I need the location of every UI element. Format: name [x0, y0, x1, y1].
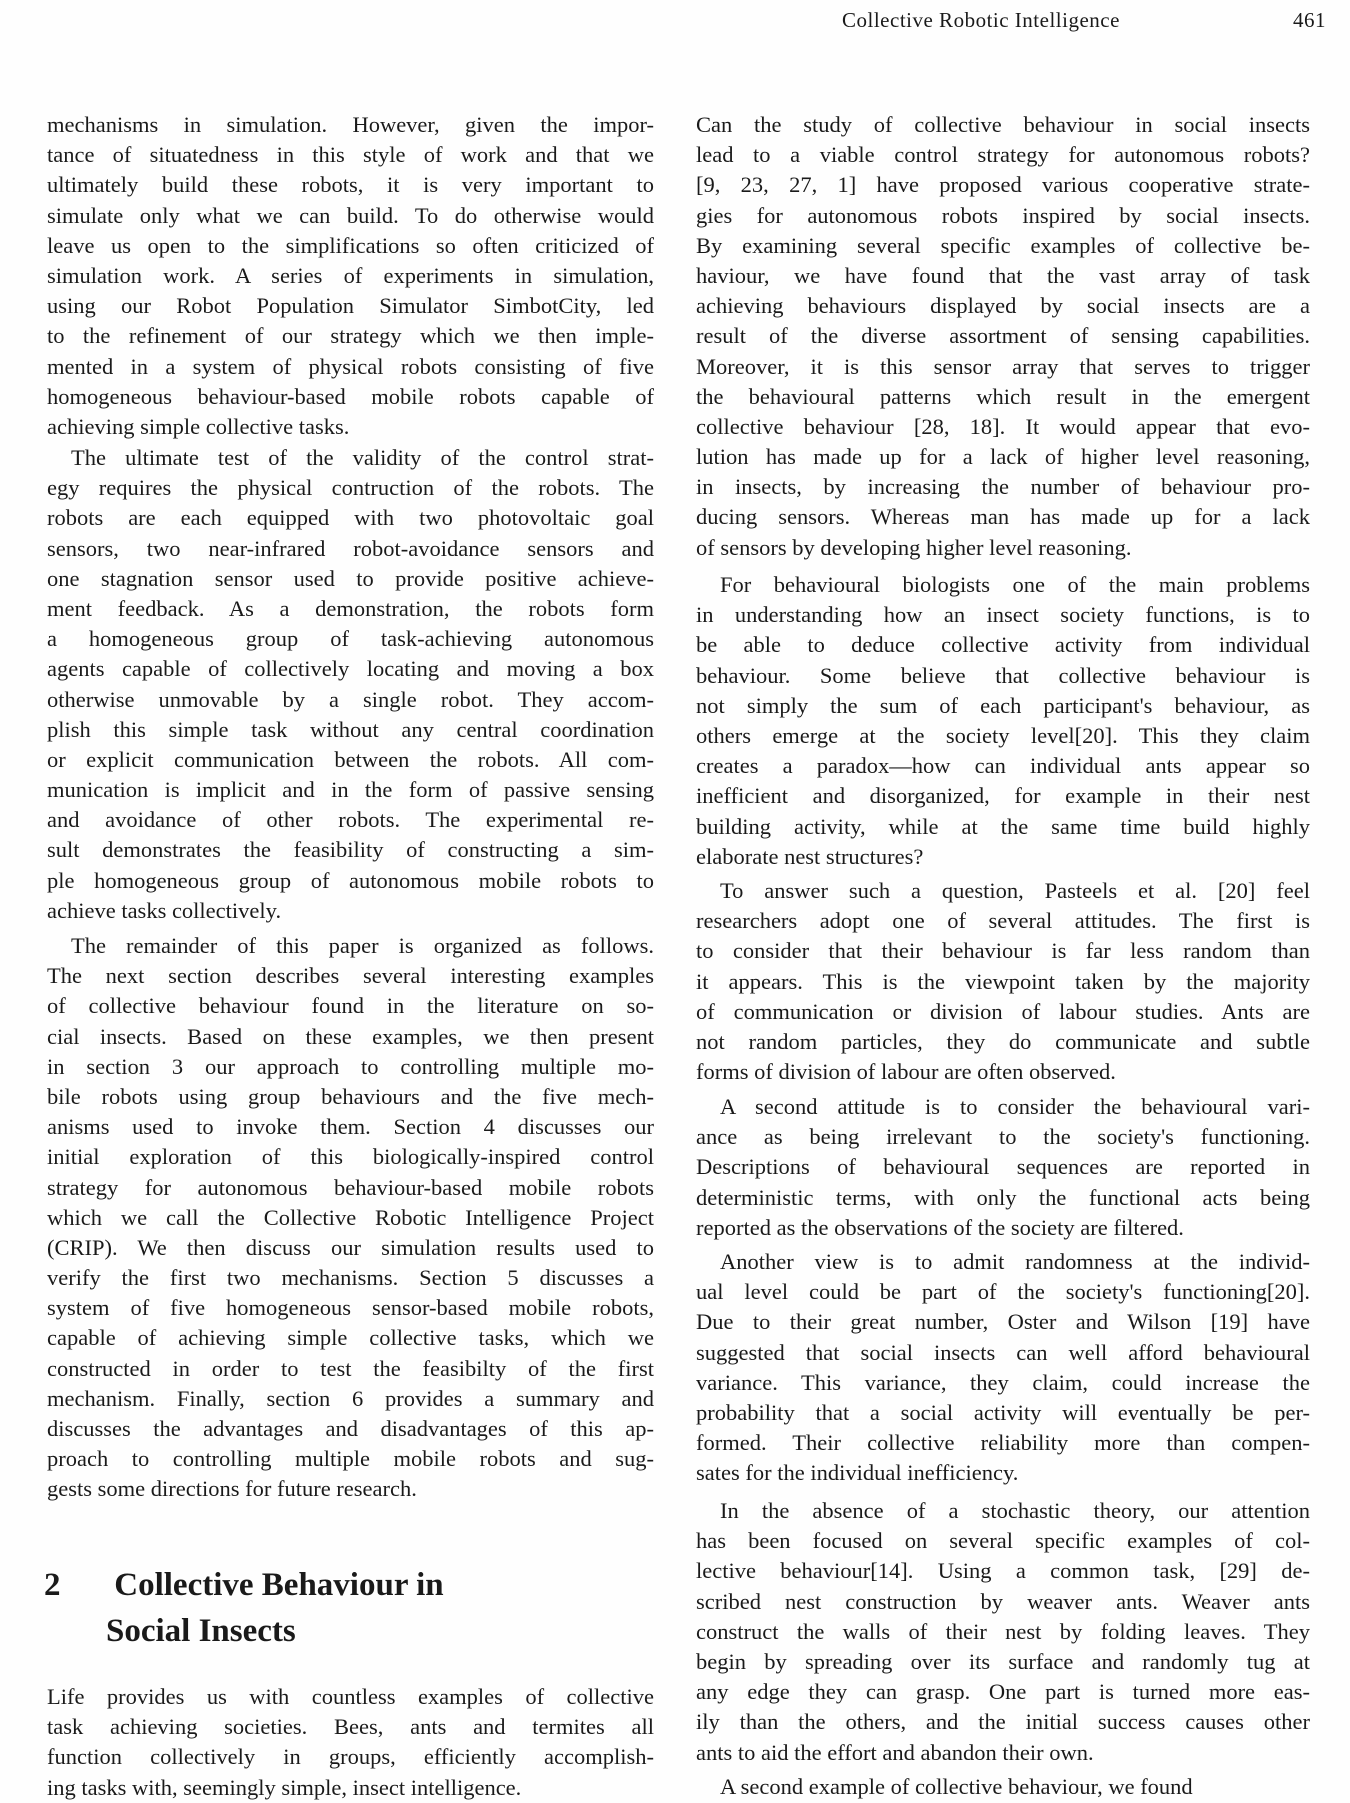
- right-paragraph-6: [696, 1496, 1310, 1768]
- text-line: any edge they can grasp. One part is turned more eas-: [696, 1679, 1310, 1705]
- text-line: leave us open to the simplifications so often criticized of: [47, 232, 654, 258]
- text-line: ing tasks with, seemingly simple, insect intelligence.: [47, 1774, 522, 1800]
- text-line: to the refinement of our strategy which we then imple-: [47, 323, 654, 349]
- section-number: 2: [44, 1567, 61, 1603]
- text-line: function collectively in groups, efficiently accomplish-: [47, 1744, 654, 1770]
- text-line: anisms used to invoke them. Section 4 discusses our: [47, 1114, 654, 1140]
- text-line: strategy for autonomous behaviour-based mobile robots: [47, 1174, 654, 1200]
- text-line: (CRIP). We then discuss our simulation results used to: [47, 1234, 654, 1260]
- text-line: egy requires the physical contruction of the robots. The: [47, 475, 654, 501]
- text-line: simulate only what we can build. To do otherwise would: [47, 202, 654, 228]
- left-paragraph-3: [47, 931, 654, 1505]
- text-line: forms of division of labour are often observed.: [696, 1059, 1116, 1085]
- text-line: The next section describes several interesting examples: [47, 963, 654, 989]
- text-line: others emerge at the society level[20]. This they claim: [696, 722, 1310, 748]
- text-line: proach to controlling multiple mobile robots and sug-: [47, 1446, 654, 1472]
- text-line: Due to their great number, Oster and Wilson [19] have: [696, 1309, 1310, 1335]
- section-heading-word: Collective: [114, 1567, 254, 1603]
- left-paragraph-2: [47, 443, 654, 926]
- right-paragraph-7: [696, 1772, 1310, 1802]
- text-line: verify the first two mechanisms. Section 5 discusses a: [47, 1265, 654, 1291]
- text-line: mechanism. Finally, section 6 provides a summary and: [47, 1385, 654, 1411]
- text-line: in insects, by increasing the number of behaviour pro-: [696, 474, 1310, 500]
- text-line: The remainder of this paper is organized as follows.: [71, 933, 654, 958]
- section-heading: [44, 1562, 654, 1654]
- text-line: begin by spreading over its surface and randomly tug at: [696, 1648, 1310, 1674]
- text-line: the behavioural patterns which result in the emergent: [696, 383, 1310, 409]
- running-header-title: Collective Robotic Intelligence: [842, 8, 1120, 32]
- text-line: capable of achieving simple collective tasks, which we: [47, 1325, 654, 1351]
- text-line: system of five homogeneous sensor-based mobile robots,: [47, 1295, 654, 1321]
- text-line: discusses the advantages and disadvantages of this ap-: [47, 1416, 654, 1441]
- text-line: be able to deduce collective activity from individual: [696, 632, 1310, 658]
- text-line: building activity, while at the same time build highly: [696, 813, 1310, 839]
- text-line: agents capable of collectively locating and moving a box: [47, 656, 654, 682]
- text-line: ily than the others, and the initial success causes other: [696, 1709, 1310, 1735]
- text-line: gies for autonomous robots inspired by social insects.: [696, 202, 1310, 228]
- text-line: in section 3 our approach to controlling multiple mo-: [47, 1053, 654, 1079]
- text-line: variance. This variance, they claim, could increase the: [696, 1369, 1310, 1395]
- text-line: mented in a system of physical robots consisting of five: [47, 353, 654, 379]
- text-line: In the absence of a stochastic theory, our attention: [720, 1498, 1310, 1523]
- text-line: inefficient and disorganized, for example in their nest: [696, 783, 1310, 809]
- text-line: behaviour. Some believe that collective behaviour is: [696, 662, 1310, 688]
- text-line: By examining several specific examples of collective be-: [696, 232, 1310, 258]
- text-line: has been focused on several specific examples of col-: [696, 1528, 1310, 1554]
- text-line: deterministic terms, with only the functional acts being: [696, 1184, 1310, 1210]
- text-line: initial exploration of this biologically-inspired control: [47, 1144, 654, 1170]
- text-line: or explicit communication between the robots. All com-: [47, 746, 654, 772]
- text-line: ple homogeneous group of autonomous mobile robots to: [47, 867, 654, 893]
- text-line: lution has made up for a lack of higher level reasoning,: [696, 444, 1310, 470]
- text-line: achieving simple collective tasks.: [47, 413, 350, 439]
- text-line: suggested that social insects can well afford behavioural: [696, 1339, 1310, 1365]
- left-paragraph-1: [47, 110, 654, 442]
- text-line: [9, 23, 27, 1] have proposed various cooperative strate-: [696, 172, 1310, 198]
- text-line: otherwise unmovable by a single robot. They accom-: [47, 686, 654, 712]
- text-line: plish this simple task without any central coordination: [47, 716, 654, 742]
- text-line: sult demonstrates the feasibility of constructing a sim-: [47, 837, 654, 863]
- text-line: researchers adopt one of several attitudes. The first is: [696, 908, 1310, 934]
- text-line: homogeneous behaviour-based mobile robots capable of: [47, 383, 654, 409]
- text-line: sensors, two near-infrared robot-avoidance sensors and: [47, 535, 654, 561]
- section-heading-line2: Social Insects: [106, 1613, 296, 1649]
- text-line: of collective behaviour found in the literature on so-: [47, 993, 654, 1019]
- text-line: not random particles, they do communicate and subtle: [696, 1028, 1310, 1054]
- text-line: cial insects. Based on these examples, we then present: [47, 1023, 654, 1049]
- text-line: ducing sensors. Whereas man has made up for a lack: [696, 504, 1310, 530]
- text-line: sates for the individual inefficiency.: [696, 1460, 1019, 1486]
- text-line: of communication or division of labour studies. Ants are: [696, 998, 1310, 1024]
- text-line: Moreover, it is this sensor array that serves to trigger: [696, 353, 1310, 379]
- text-line: probability that a social activity will eventually be per-: [696, 1399, 1310, 1425]
- text-line: ants to aid the effort and abandon their own.: [696, 1739, 1094, 1765]
- text-line: The ultimate test of the validity of the control strat-: [71, 445, 654, 470]
- text-line: lead to a viable control strategy for autonomous robots?: [696, 142, 1310, 168]
- right-paragraph-1: [696, 110, 1310, 563]
- text-line: Descriptions of behavioural sequences are reported in: [696, 1154, 1310, 1180]
- text-line: Can the study of collective behaviour in social insects: [696, 112, 1310, 137]
- text-line: a homogeneous group of task-achieving autonomous: [47, 626, 654, 652]
- text-line: achieving behaviours displayed by social insects are a: [696, 293, 1310, 319]
- right-paragraph-3: [696, 876, 1310, 1087]
- text-line: mechanisms in simulation. However, given the impor-: [47, 112, 654, 137]
- text-line: of sensors by developing higher level reasoning.: [696, 534, 1132, 560]
- text-line: Life provides us with countless examples of collective: [47, 1684, 654, 1709]
- text-line: using our Robot Population Simulator SimbotCity, led: [47, 293, 654, 319]
- text-line: achieve tasks collectively.: [47, 897, 282, 923]
- text-line: result of the diverse assortment of sensing capabilities.: [696, 323, 1310, 349]
- text-line: gests some directions for future research.: [47, 1476, 417, 1502]
- text-line: For behavioural biologists one of the main problems: [720, 572, 1310, 597]
- text-line: robots are each equipped with two photovoltaic goal: [47, 505, 654, 531]
- text-line: task achieving societies. Bees, ants and termites all: [47, 1714, 654, 1740]
- text-line: elaborate nest structures?: [696, 843, 924, 869]
- text-line: to consider that their behaviour is far less random than: [696, 938, 1310, 964]
- right-paragraph-2: [696, 570, 1310, 872]
- text-line: not simply the sum of each participant's behaviour, as: [696, 692, 1310, 718]
- text-line: collective behaviour [28, 18]. It would appear that evo-: [696, 413, 1310, 439]
- text-line: scribed nest construction by weaver ants. Weaver ants: [696, 1588, 1310, 1614]
- text-line: A second example of collective behaviour, we found: [720, 1774, 1193, 1799]
- section-heading-word: in: [416, 1567, 444, 1603]
- left-section-paragraph: [47, 1682, 654, 1803]
- text-line: munication is implicit and in the form of passive sensing: [47, 777, 654, 803]
- text-line: it appears. This is the viewpoint taken by the majority: [696, 968, 1310, 994]
- text-line: creates a paradox—how can individual ants appear so: [696, 753, 1310, 779]
- text-line: constructed in order to test the feasibilty of the first: [47, 1355, 654, 1381]
- section-heading-word: Behaviour: [261, 1567, 408, 1603]
- text-line: one stagnation sensor used to provide positive achieve-: [47, 565, 654, 591]
- text-line: construct the walls of their nest by folding leaves. They: [696, 1618, 1310, 1644]
- text-line: and avoidance of other robots. The experimental re-: [47, 807, 654, 833]
- text-line: simulation work. A series of experiments in simulation,: [47, 262, 654, 288]
- page-number: 461: [1293, 8, 1326, 32]
- text-line: in understanding how an insect society functions, is to: [696, 602, 1310, 628]
- text-line: bile robots using group behaviours and the five mech-: [47, 1083, 654, 1109]
- text-line: To answer such a question, Pasteels et al. [20] feel: [720, 878, 1310, 903]
- text-line: A second attitude is to consider the behavioural vari-: [720, 1094, 1310, 1119]
- text-line: ance as being irrelevant to the society's functioning.: [696, 1124, 1310, 1150]
- text-line: ment feedback. As a demonstration, the robots form: [47, 595, 654, 621]
- text-line: which we call the Collective Robotic Intelligence Project: [47, 1204, 654, 1230]
- text-line: Another view is to admit randomness at the individ-: [720, 1249, 1310, 1274]
- text-line: ultimately build these robots, it is very important to: [47, 172, 654, 198]
- right-paragraph-4: [696, 1092, 1310, 1243]
- text-line: tance of situatedness in this style of work and that we: [47, 142, 654, 168]
- text-line: haviour, we have found that the vast array of task: [696, 262, 1310, 288]
- right-paragraph-5: [696, 1247, 1310, 1489]
- text-line: formed. Their collective reliability more than compen-: [696, 1430, 1310, 1456]
- text-line: ual level could be part of the society's functioning[20].: [696, 1279, 1310, 1305]
- text-line: reported as the observations of the society are filtered.: [696, 1214, 1184, 1240]
- text-line: lective behaviour[14]. Using a common task, [29] de-: [696, 1558, 1310, 1584]
